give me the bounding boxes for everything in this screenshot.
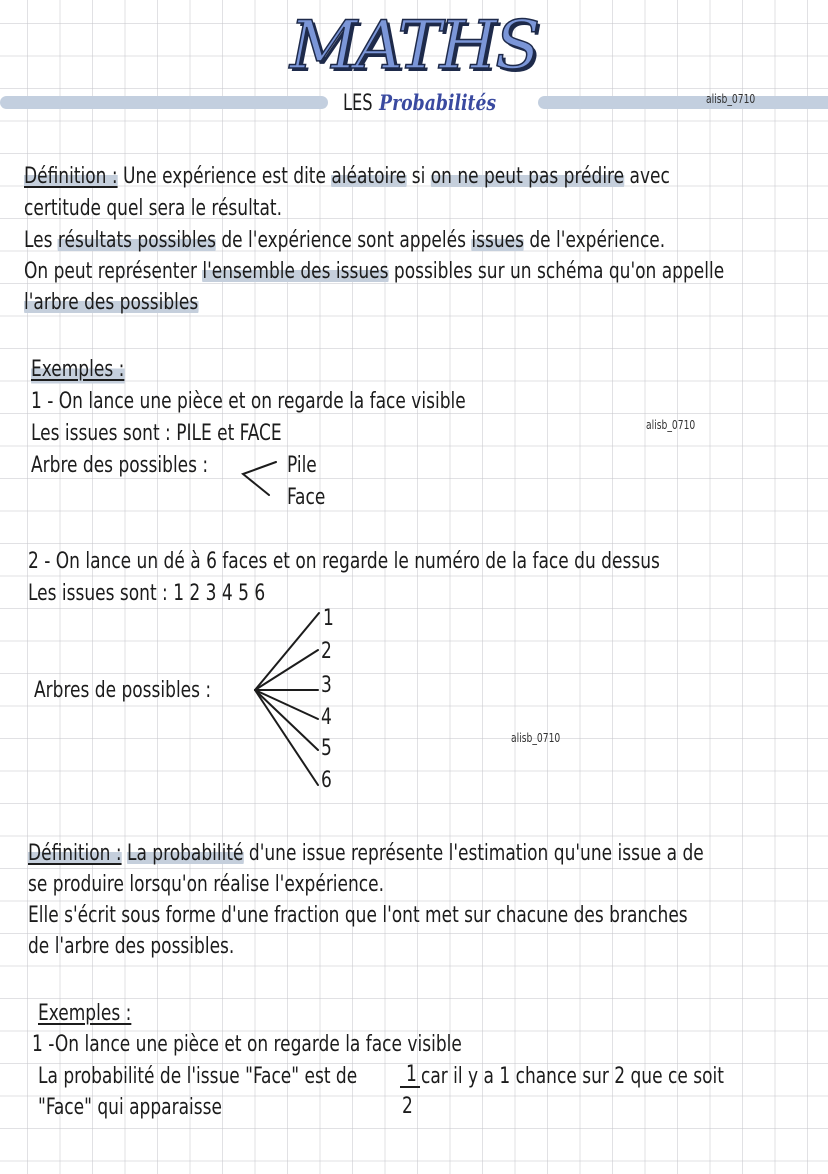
text: avec bbox=[624, 164, 670, 189]
example-3-line-2a: La probabilité de l'issue "Face" est de bbox=[38, 1064, 358, 1089]
tree-branch-6: 6 bbox=[321, 768, 332, 793]
subtitle-prefix: LES bbox=[343, 91, 373, 116]
example-1-line-2: Les issues sont : PILE et FACE bbox=[31, 421, 282, 446]
author-handle-watermark-2: alisb_0710 bbox=[511, 731, 561, 745]
tree-branch-face: Face bbox=[287, 485, 326, 510]
definition-2-line-2: se produire lorsqu'on réalise l'expérience. bbox=[28, 872, 385, 897]
fraction-denominator: 2 bbox=[402, 1094, 413, 1119]
tree-branch-1: 1 bbox=[323, 606, 334, 631]
example-1-line-1: 1 - On lance une pièce et on regarde la face visible bbox=[31, 389, 466, 414]
example-3-line-3: "Face" qui apparaisse bbox=[38, 1095, 222, 1120]
example-3-line-1: 1 -On lance une pièce et on regarde la face visible bbox=[32, 1032, 462, 1057]
highlight: La probabilité bbox=[126, 841, 244, 866]
highlight: résultats possibles bbox=[57, 228, 216, 253]
tree-branch-2: 2 bbox=[321, 639, 332, 664]
example-2-line-2: Les issues sont : 1 2 3 4 5 6 bbox=[28, 581, 266, 606]
text: On peut représenter bbox=[24, 259, 203, 284]
author-handle-watermark: alisb_0710 bbox=[646, 418, 696, 432]
page-title: MATHS bbox=[289, 7, 539, 84]
subtitle-accent: Probabilités bbox=[379, 90, 497, 115]
definition-label: Définition : bbox=[24, 164, 118, 189]
examples-label-2: Exemples : bbox=[38, 1001, 132, 1026]
highlight: on ne peut pas prédire bbox=[430, 164, 625, 189]
text: d'une issue représente l'estimation qu'une issue a de bbox=[243, 841, 704, 866]
definition-label: Définition : bbox=[28, 841, 122, 866]
definition-1-line-2: certitude quel sera le résultat. bbox=[24, 196, 282, 221]
fraction-numerator: 1 bbox=[406, 1062, 417, 1087]
definition-2-line-3: Elle s'écrit sous forme d'une fraction que l'ont met sur chacune des branches bbox=[28, 903, 688, 928]
definition-2-line-4: de l'arbre des possibles. bbox=[28, 934, 235, 959]
definition-2-line-1 bbox=[28, 838, 704, 870]
tree-branch-5: 5 bbox=[321, 736, 332, 761]
text: Une expérience est dite bbox=[117, 164, 332, 189]
highlight: aléatoire bbox=[331, 164, 407, 189]
example-1-tree-label: Arbre des possibles : bbox=[31, 453, 209, 478]
tree-branch-4: 4 bbox=[321, 705, 332, 730]
text: si bbox=[406, 164, 431, 189]
author-handle: alisb_0710 bbox=[706, 92, 756, 106]
examples-label: Exemples : bbox=[31, 354, 124, 386]
example-3-line-2b: car il y a 1 chance sur 2 que ce soit bbox=[421, 1064, 724, 1089]
text: de l'expérience. bbox=[523, 228, 666, 253]
example-2-line-1: 2 - On lance un dé à 6 faces et on regarde le numéro de la face du dessus bbox=[28, 549, 660, 574]
highlight: l'ensemble des issues bbox=[202, 259, 389, 284]
text: Les bbox=[24, 228, 58, 253]
example-2-tree-label: Arbres de possibles : bbox=[34, 678, 212, 703]
tree-branch-3: 3 bbox=[321, 673, 332, 698]
coin-tree-branches bbox=[243, 462, 276, 495]
text: possibles sur un schéma qu'on appelle bbox=[388, 259, 725, 284]
text: de l'expérience sont appelés bbox=[215, 228, 472, 253]
tree-branch-pile: Pile bbox=[287, 453, 317, 478]
highlight: l'arbre des possibles bbox=[24, 290, 199, 315]
highlight: issues bbox=[471, 228, 524, 253]
